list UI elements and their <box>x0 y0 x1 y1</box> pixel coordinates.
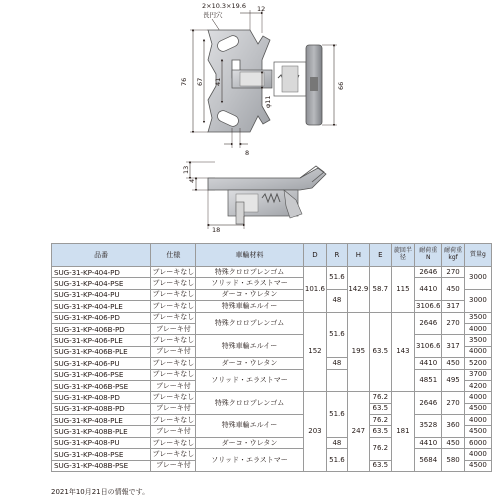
row-spec: ブレーキなし <box>151 278 196 289</box>
cell-E: 63.5 <box>370 403 391 414</box>
dim-13: 13 <box>182 165 190 174</box>
cell-load-kgf: 450 <box>442 437 465 448</box>
header-R: R <box>327 244 347 267</box>
row-spec: ブレーキ付 <box>151 346 196 357</box>
cell-mass: 4500 <box>464 426 491 437</box>
cell-R: 48 <box>327 358 347 369</box>
dim-66: 66 <box>337 81 345 90</box>
row-code: SUG-31-KP-406-PSE <box>52 369 151 380</box>
cell-R: 51.6 <box>327 449 347 472</box>
cell-mass: 4000 <box>464 392 491 403</box>
row-code: SUG-31-KP-408-PSE <box>52 449 151 460</box>
row-code: SUG-31-KP-408-PU <box>52 437 151 448</box>
spec-table <box>51 243 492 472</box>
cell-mass: 3000 <box>464 289 491 312</box>
table-row <box>52 358 492 369</box>
header-wheel: 車輪材料 <box>196 244 303 267</box>
row-code: SUG-31-KP-406-PLE <box>52 335 151 346</box>
row-spec: ブレーキなし <box>151 437 196 448</box>
row-code: SUG-31-KP-408-PLE <box>52 415 151 426</box>
row-spec: ブレーキ付 <box>151 460 196 471</box>
row-wheel: 特殊クロロプレンゴム <box>196 392 303 415</box>
row-code: SUG-31-KP-404-PSE <box>52 278 151 289</box>
cell-E: 63.5 <box>370 426 391 437</box>
cell-E: 76.2 <box>370 392 391 403</box>
cell-E: 63.5 <box>370 460 391 471</box>
header-swivel: 旋回半径 <box>391 244 415 267</box>
header-H: H <box>347 244 370 267</box>
cell-D: 101.6 <box>303 267 327 313</box>
side-pin <box>236 202 244 224</box>
cell-swivel: 181 <box>391 392 415 472</box>
top-view <box>180 2 345 157</box>
table-row <box>52 312 492 323</box>
header-D: D <box>303 244 327 267</box>
slot-note-line1: 2×10.3×19.6 <box>202 2 246 10</box>
header-load-n: 耐荷重 N <box>415 244 442 267</box>
row-code: SUG-31-KP-406B-PD <box>52 323 151 334</box>
cell-mass: 4000 <box>464 346 491 357</box>
row-spec: ブレーキなし <box>151 358 196 369</box>
cell-R <box>327 369 347 392</box>
row-spec: ブレーキ付 <box>151 380 196 391</box>
table-row <box>52 301 492 312</box>
cell-mass: 3000 <box>464 267 491 290</box>
cell-swivel: 115 <box>391 267 415 313</box>
cell-R: 48 <box>327 437 347 448</box>
cell-load-kgf: 450 <box>442 358 465 369</box>
cell-E: 63.5 <box>370 312 391 392</box>
cell-load-n: 2646 <box>415 312 442 335</box>
cell-R: 51.6 <box>327 267 347 290</box>
row-code: SUG-31-KP-404-PLE <box>52 301 151 312</box>
table-row <box>52 369 492 380</box>
table-header-row <box>52 244 492 267</box>
cell-load-n: 5684 <box>415 449 442 472</box>
cell-R: 51.6 <box>327 392 347 438</box>
cell-mass: 4500 <box>464 460 491 471</box>
row-spec: ブレーキなし <box>151 369 196 380</box>
row-code: SUG-31-KP-408B-PSE <box>52 460 151 471</box>
cell-E: 58.7 <box>370 267 391 313</box>
cell-mass: 4000 <box>464 415 491 426</box>
row-code: SUG-31-KP-404-PU <box>52 289 151 300</box>
row-spec: ブレーキなし <box>151 392 196 403</box>
row-code: SUG-31-KP-408B-PD <box>52 403 151 414</box>
cell-mass: 4200 <box>464 380 491 391</box>
header-spec: 仕様 <box>151 244 196 267</box>
row-wheel: 特殊車輪エルイー <box>196 301 303 312</box>
header-load-kgf: 耐荷重 kgf <box>442 244 465 267</box>
cell-load-n: 4410 <box>415 437 442 448</box>
row-wheel: 特殊車輪エルイー <box>196 415 303 438</box>
row-spec: ブレーキ付 <box>151 323 196 334</box>
cell-H: 247 <box>347 392 370 472</box>
cell-load-n: 4410 <box>415 278 442 301</box>
cell-load-kgf: 270 <box>442 392 465 415</box>
row-wheel: ダーコ・ウレタン <box>196 437 303 448</box>
cell-load-n: 2646 <box>415 267 442 278</box>
cell-mass: 4000 <box>464 323 491 334</box>
cell-load-n: 2646 <box>415 392 442 415</box>
dim-phi11: φ11 <box>264 95 272 108</box>
row-code: SUG-31-KP-406B-PLE <box>52 346 151 357</box>
cell-mass: 3500 <box>464 312 491 323</box>
cell-H: 142.9 <box>347 267 370 313</box>
cell-load-kgf: 317 <box>442 301 465 312</box>
row-spec: ブレーキ付 <box>151 426 196 437</box>
cell-mass: 3700 <box>464 369 491 380</box>
cell-D: 203 <box>303 392 327 472</box>
header-code: 品番 <box>52 244 151 267</box>
row-code: SUG-31-KP-404-PD <box>52 267 151 278</box>
cell-mass: 4500 <box>464 403 491 414</box>
row-spec: ブレーキなし <box>151 449 196 460</box>
table-row <box>52 335 492 346</box>
dim-18: 18 <box>212 226 221 234</box>
row-spec: ブレーキなし <box>151 289 196 300</box>
dim-8: 8 <box>245 149 250 157</box>
row-code: SUG-31-KP-406-PU <box>52 358 151 369</box>
cell-mass: 3500 <box>464 335 491 346</box>
header-E: E <box>370 244 391 267</box>
cell-load-kgf: 450 <box>442 278 465 301</box>
cell-E: 76.2 <box>370 415 391 426</box>
cell-D: 152 <box>303 312 327 392</box>
row-spec: ブレーキなし <box>151 335 196 346</box>
table-row <box>52 415 492 426</box>
row-wheel: 特殊クロロプレンゴム <box>196 267 303 278</box>
table-row <box>52 267 492 278</box>
dim-4: 4 <box>188 178 196 183</box>
dim-76: 76 <box>180 77 188 86</box>
row-wheel: ソリッド・エラストマー <box>196 449 303 472</box>
row-code: SUG-31-KP-406B-PSE <box>52 380 151 391</box>
row-spec: ブレーキなし <box>151 301 196 312</box>
cell-load-n: 3528 <box>415 415 442 438</box>
cell-R: 48 <box>327 289 347 312</box>
cell-H: 195 <box>347 312 370 392</box>
cell-load-n: 4410 <box>415 358 442 369</box>
cell-load-kgf: 360 <box>442 415 465 438</box>
technical-drawings <box>0 0 500 238</box>
row-wheel: ダーコ・ウレタン <box>196 358 303 369</box>
cell-load-n: 3106.6 <box>415 335 442 358</box>
cell-swivel: 143 <box>391 312 415 392</box>
cell-load-kgf: 270 <box>442 267 465 278</box>
cell-mass: 5200 <box>464 358 491 369</box>
cell-E: 76.2 <box>370 437 391 460</box>
table-row <box>52 278 492 289</box>
row-spec: ブレーキ付 <box>151 403 196 414</box>
dim-67: 67 <box>196 77 204 86</box>
table-row <box>52 437 492 448</box>
cell-load-kgf: 580 <box>442 449 465 472</box>
row-wheel: ソリッド・エラストマー <box>196 278 303 289</box>
cell-R: 51.6 <box>327 312 347 358</box>
cell-mass: 4000 <box>464 449 491 460</box>
slot-note-line2: 長円穴 <box>203 11 223 19</box>
row-code: SUG-31-KP-408-PD <box>52 392 151 403</box>
header-mass: 質量g <box>464 244 491 267</box>
side-view <box>182 162 326 234</box>
table-row <box>52 449 492 460</box>
row-wheel: ダーコ・ウレタン <box>196 289 303 300</box>
dim-41: 41 <box>214 77 222 86</box>
caster-drawing-svg <box>0 0 500 238</box>
cell-load-kgf: 270 <box>442 312 465 335</box>
row-spec: ブレーキなし <box>151 267 196 278</box>
cell-load-kgf: 317 <box>442 335 465 358</box>
dim-12: 12 <box>257 5 266 13</box>
row-spec: ブレーキなし <box>151 312 196 323</box>
row-code: SUG-31-KP-408B-PLE <box>52 426 151 437</box>
row-wheel: 特殊クロロプレンゴム <box>196 312 303 335</box>
table-row <box>52 392 492 403</box>
cell-load-kgf: 495 <box>442 369 465 392</box>
cell-load-n: 3106.6 <box>415 301 442 312</box>
row-wheel: 特殊車輪エルイー <box>196 335 303 358</box>
footnote: 2021年10月21日の情報です。 <box>51 488 150 496</box>
row-wheel: ソリッド・エラストマー <box>196 369 303 392</box>
row-spec: ブレーキなし <box>151 415 196 426</box>
cell-load-n: 4851 <box>415 369 442 392</box>
row-code: SUG-31-KP-406-PD <box>52 312 151 323</box>
cell-mass: 6000 <box>464 437 491 448</box>
